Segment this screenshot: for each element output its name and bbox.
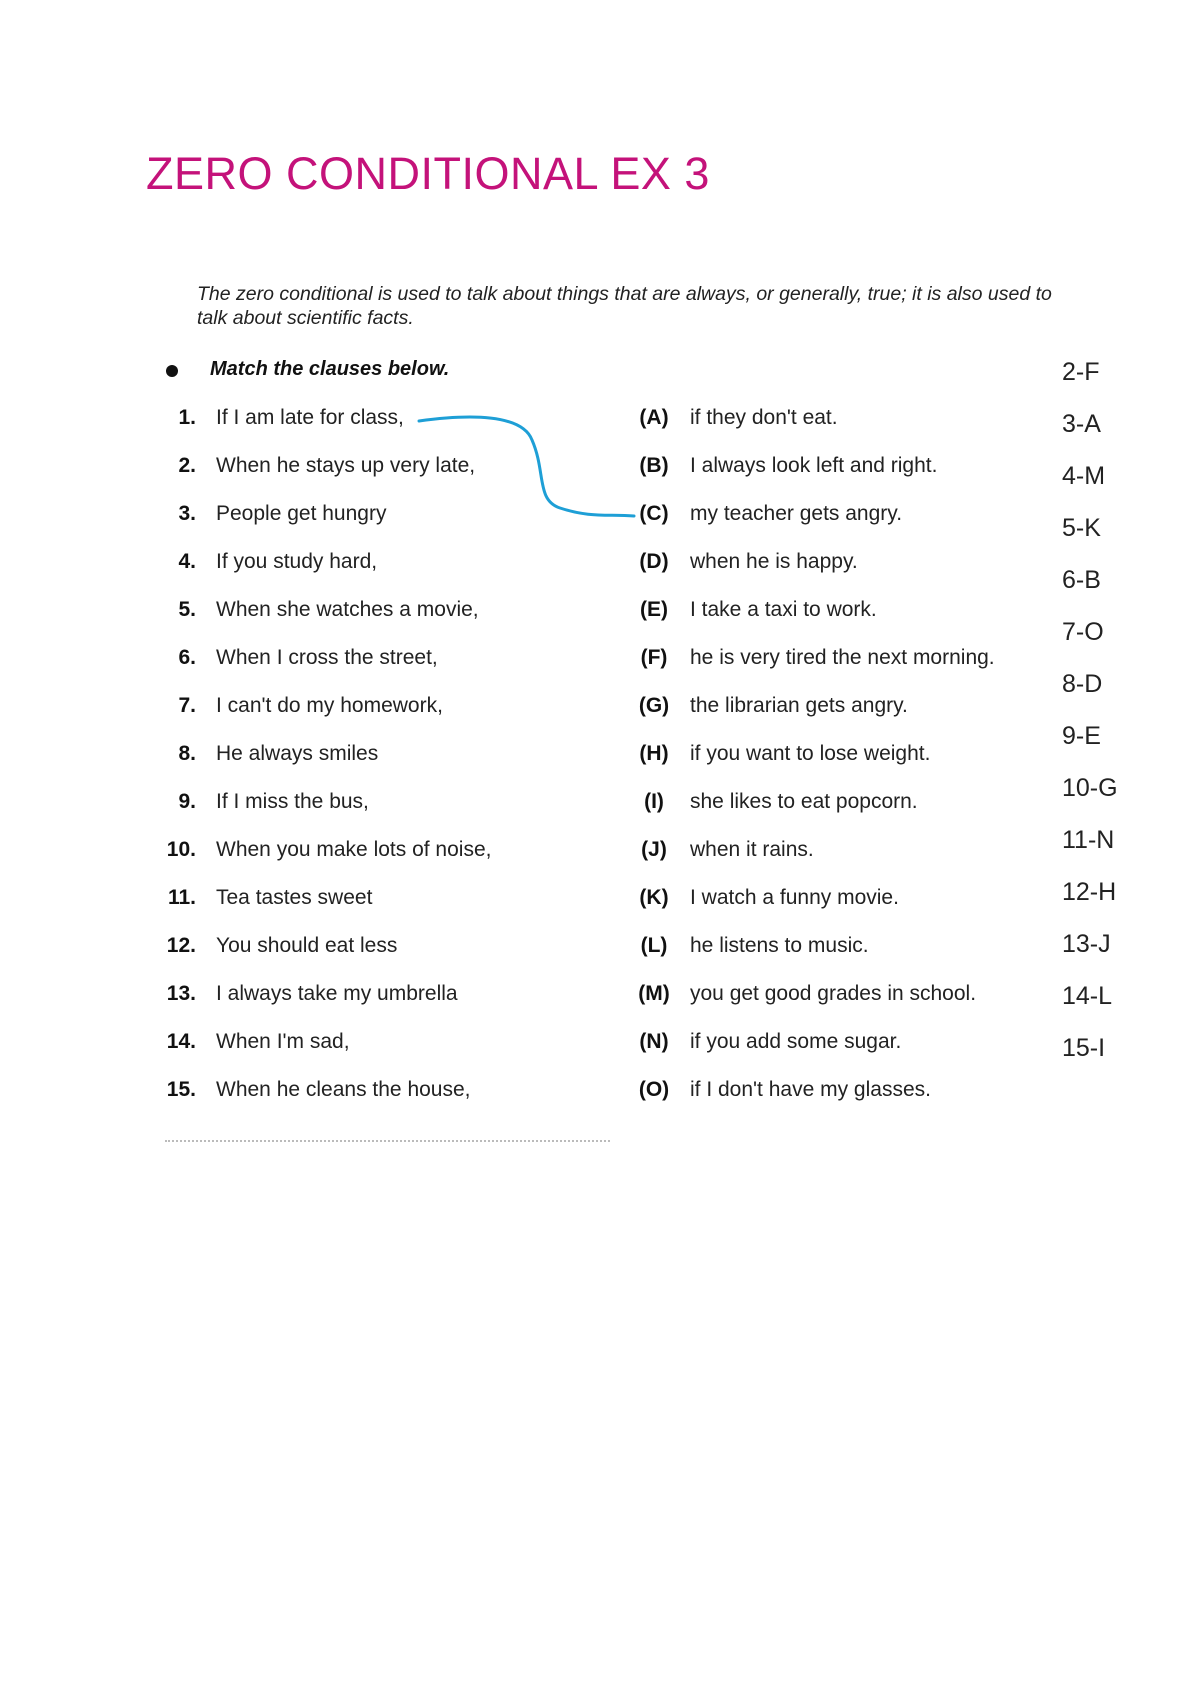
right-clause-text: if you add some sugar. — [690, 1030, 902, 1053]
clause-number: 4. — [178, 550, 196, 573]
answer-item: 2-F — [1062, 358, 1100, 386]
right-clause-text: if you want to lose weight. — [690, 742, 931, 765]
clause-letter: (L) — [640, 934, 668, 957]
clause-number: 11. — [167, 886, 196, 909]
left-clause-text: Tea tastes sweet — [216, 886, 373, 909]
left-clause-text: I can't do my homework, — [216, 694, 443, 717]
answer-item: 12-H — [1062, 878, 1117, 906]
right-clause-text: he listens to music. — [690, 934, 869, 957]
right-clause-text: if I don't have my glasses. — [690, 1078, 931, 1101]
left-clause-text: If you study hard, — [216, 550, 378, 573]
clause-number: 2. — [178, 454, 196, 477]
right-clause-text: my teacher gets angry. — [690, 502, 903, 525]
answer-item: 14-L — [1062, 982, 1113, 1010]
clause-number: 14. — [166, 1030, 196, 1053]
answer-item: 6-B — [1062, 566, 1101, 594]
clause-number: 3. — [178, 502, 196, 525]
right-clause-text: when it rains. — [690, 838, 814, 861]
answer-item: 13-J — [1062, 930, 1111, 958]
answer-item: 9-E — [1062, 722, 1101, 750]
right-clause-text: you get good grades in school. — [690, 982, 977, 1005]
clause-number: 8. — [178, 742, 196, 765]
clause-number: 9. — [178, 790, 196, 813]
right-clause-text: the librarian gets angry. — [690, 694, 908, 717]
clause-number: 15. — [166, 1078, 196, 1101]
clause-letter: (D) — [639, 550, 669, 573]
left-clause-text: If I miss the bus, — [216, 790, 369, 813]
clause-letter: (F) — [640, 646, 668, 669]
left-clause-text: When you make lots of noise, — [216, 838, 492, 861]
answer-item: 10-G — [1062, 774, 1118, 802]
answer-item: 3-A — [1062, 410, 1101, 438]
right-clause-text: I always look left and right. — [690, 454, 938, 477]
left-clause-text: He always smiles — [216, 742, 379, 765]
left-clause-text: I always take my umbrella — [216, 982, 458, 1005]
answer-item: 15-I — [1062, 1034, 1106, 1062]
right-clause-text: he is very tired the next morning. — [690, 646, 995, 669]
left-clause-text: People get hungry — [216, 502, 387, 525]
clause-number: 1. — [178, 406, 196, 429]
left-clause-text: If I am late for class, — [216, 406, 404, 429]
answer-item: 5-K — [1062, 514, 1101, 542]
left-clause-text: You should eat less — [216, 934, 398, 957]
clause-letter: (I) — [644, 790, 664, 813]
clause-number: 7. — [178, 694, 196, 717]
left-clause-text: When I'm sad, — [216, 1030, 350, 1053]
clause-letter: (E) — [640, 598, 668, 621]
clause-letter: (C) — [639, 502, 669, 525]
answer-item: 8-D — [1062, 670, 1103, 698]
clause-letter: (M) — [638, 982, 670, 1005]
clause-letter: (J) — [641, 838, 667, 861]
left-clause-text: When I cross the street, — [216, 646, 438, 669]
partial-cutoff-line — [165, 1140, 610, 1142]
answer-item: 11-N — [1062, 826, 1115, 854]
clause-number: 5. — [178, 598, 196, 621]
clause-letter: (G) — [638, 694, 670, 717]
clause-number: 12. — [166, 934, 196, 957]
right-clause-text: I take a taxi to work. — [690, 598, 877, 621]
right-clause-text: when he is happy. — [690, 550, 858, 573]
clause-letter: (A) — [639, 406, 669, 429]
right-clause-text: she likes to eat popcorn. — [690, 790, 918, 813]
clause-letter: (K) — [639, 886, 669, 909]
left-clause-text: When he cleans the house, — [216, 1078, 471, 1101]
answer-item: 4-M — [1062, 462, 1106, 490]
intro-text: The zero conditional is used to talk about things that are always, or generally, true; it is also used to talk about scientific facts. — [197, 283, 1052, 329]
right-clause-text: I watch a funny movie. — [690, 886, 899, 909]
clause-letter: (N) — [639, 1030, 669, 1053]
clause-number: 6. — [178, 646, 196, 669]
left-clause-text: When she watches a movie, — [216, 598, 479, 621]
clause-number: 13. — [166, 982, 196, 1005]
worksheet-title: ZERO CONDITIONAL EX 3 — [146, 148, 710, 199]
left-clause-text: When he stays up very late, — [216, 454, 476, 477]
right-clause-text: if they don't eat. — [690, 406, 838, 429]
clause-letter: (B) — [639, 454, 669, 477]
clause-letter: (O) — [638, 1078, 670, 1101]
instruction-text: Match the clauses below. — [210, 358, 450, 380]
clause-letter: (H) — [639, 742, 669, 765]
clause-number: 10. — [166, 838, 196, 861]
answer-item: 7-O — [1062, 618, 1104, 646]
